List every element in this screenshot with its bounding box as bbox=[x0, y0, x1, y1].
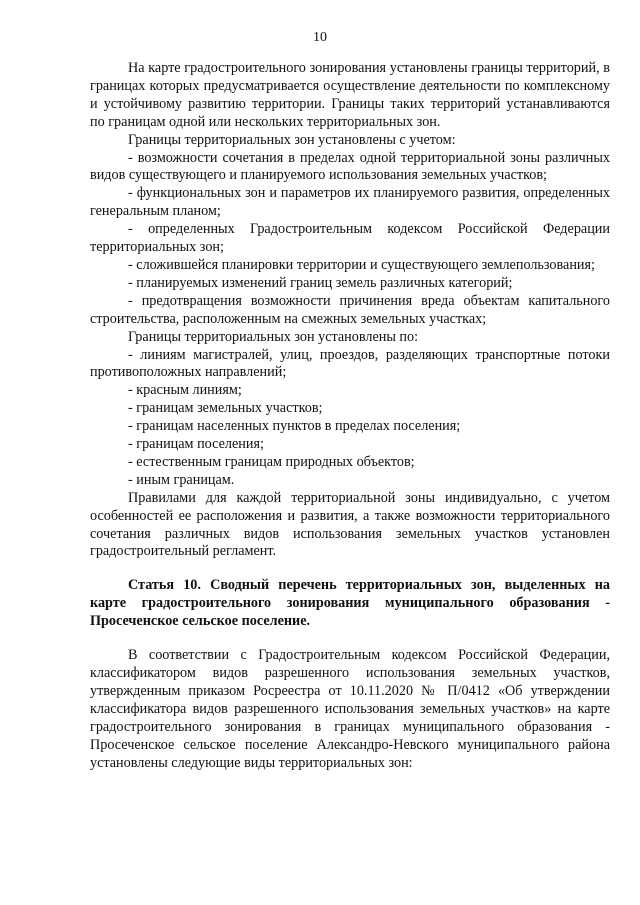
list-item: - естественным границам природных объектов; bbox=[128, 453, 415, 470]
list-item: - границам поселения; bbox=[128, 436, 264, 453]
article-heading: Статья 10. Сводный перечень территориальных зон, выделенных на карте градостроительного зонирования муниципального образования - Просеченское сельское поселение. bbox=[90, 577, 610, 630]
list-item: - определенных Градостроительным кодексом Российской Федерации территориальных зон; bbox=[90, 221, 610, 256]
paragraph-zones-development: На карте градостроительного зонирования установлены границы территорий, в границах которых предусматривается осуществление деятельности по комплексному и устойчивому развитию территории. Границы таких территорий устанавливаются по границам одной или нескольких территориальных зон. bbox=[90, 60, 610, 130]
list-item: - функциональных зон и параметров их планируемого развития, определенных генеральным планом; bbox=[90, 185, 610, 220]
list-item: - планируемых изменений границ земель различных категорий; bbox=[128, 274, 513, 291]
paragraph-boundaries-criteria-intro: Границы территориальных зон установлены с учетом: bbox=[128, 131, 456, 148]
list-item: - границам земельных участков; bbox=[128, 400, 323, 417]
list-item: - возможности сочетания в пределах одной территориальной зоны различных видов существующего и планируемого использования земельных участков; bbox=[90, 149, 610, 184]
list-item: - сложившейся планировки территории и существующего землепользования; bbox=[128, 256, 595, 273]
list-item: - предотвращения возможности причинения вреда объектам капитального строительства, расположенным на смежных земельных участках; bbox=[90, 292, 610, 327]
paragraph-boundaries-by-intro: Границы территориальных зон установлены по: bbox=[128, 328, 419, 345]
list-item: - иным границам. bbox=[128, 471, 235, 488]
list-item: - линиям магистралей, улиц, проездов, разделяющих транспортные потоки противоположных направлений; bbox=[90, 346, 610, 381]
list-item: - границам населенных пунктов в пределах поселения; bbox=[128, 418, 461, 435]
page-number: 10 bbox=[313, 30, 327, 45]
list-item: - красным линиям; bbox=[128, 382, 242, 399]
document-body bbox=[90, 60, 610, 772]
paragraph-regulations: Правилами для каждой территориальной зоны индивидуально, с учетом особенностей ее расположения и развития, а также возможности территориального сочетания различных видов использования земельных участков установлен градостроительный регламент. bbox=[90, 489, 610, 560]
paragraph-zone-types: В соответствии с Градостроительным кодексом Российской Федерации, классификатором видов разрешенного использования земельных участков, утвержденным приказом Росреестра от 10.11.2020 № П/0412 «Об утверждении классификатора видов разрешенного использования земельных участков» на карте градостроительного зонирования в границах муниципального образования - Просеченское сельское поселение Александро-Невского муниципального района установлены следующие виды территориальных зон: bbox=[90, 647, 610, 771]
